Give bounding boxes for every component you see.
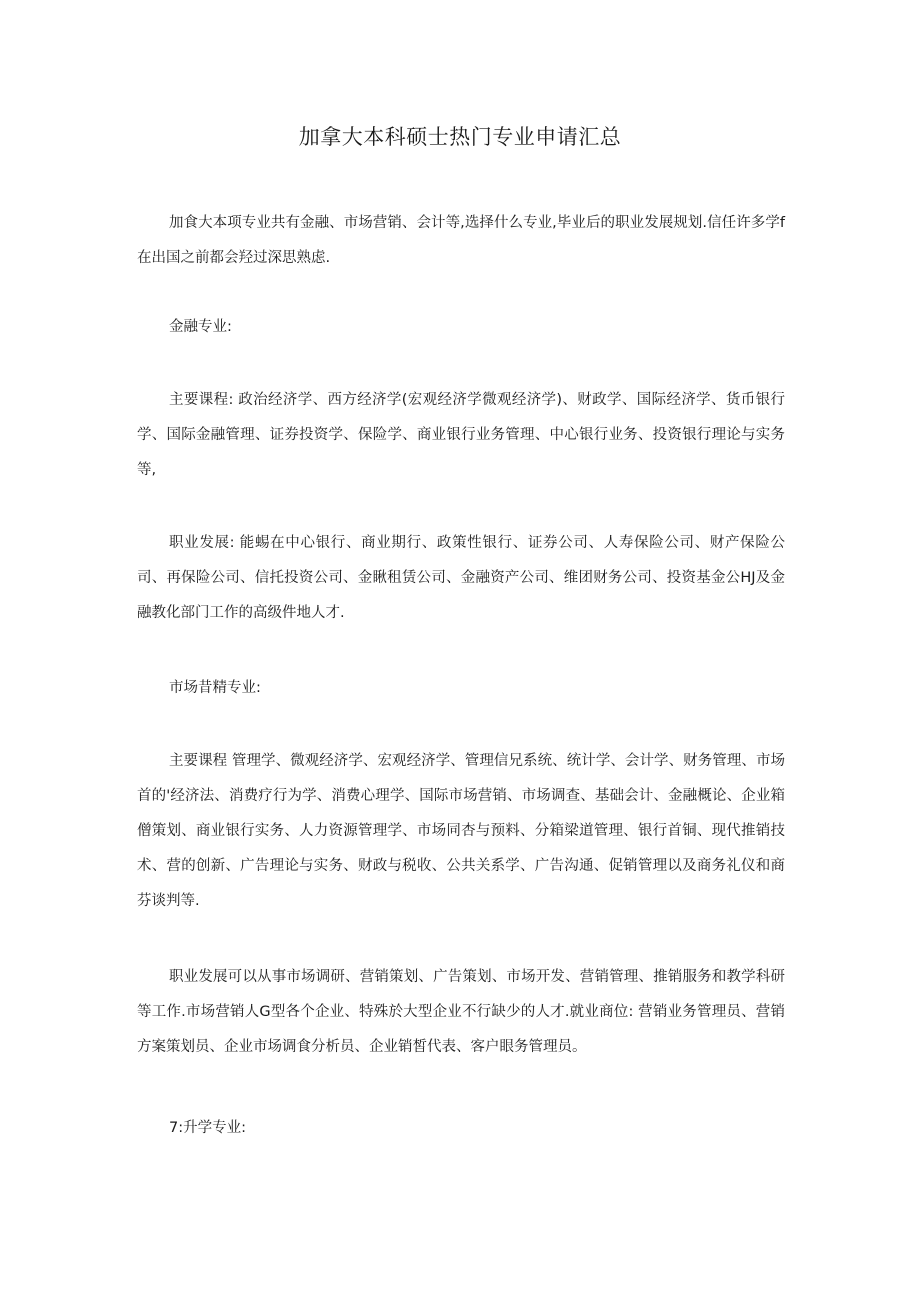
section-heading-further-study: 7:升学专业:: [169, 1120, 246, 1136]
intro-paragraph: 加食大本项专业共有金融、市场营销、会计等,选择什么专业,毕业后的职业发展规划.信任许多学f在出国之前都会羟过深思熟虑.: [137, 215, 785, 266]
document-title: 加拿大本科硕士热门专业申请汇总: [298, 125, 622, 149]
marketing-career-paragraph: 职业发展可以从事市场调研、营销策划、广告策划、市场开发、营销管理、推销服务和教学科研等工作.市场营销人G型各个企业、特殊於大型企业不行缺少的人才.就业商位: 营销业务管理员、营销方案策划员、企业市场调食分析员、企业销皙代表、客户眼务管理员。: [137, 969, 785, 1055]
section-heading-marketing: 市场昔精专业:: [169, 680, 261, 696]
finance-career-paragraph: 职业发展: 能蜴在中心银行、商业期行、政策性银行、证券公司、人寿保险公司、财产保险公司、再保险公司、信托投资公司、金瞅租赁公司、金融资产公司、维团财务公司、投资基金公HJ及金融教化部门工作的高级件地人才.: [137, 535, 785, 621]
finance-courses-paragraph: 主要课程: 政治经济学、西方经济学(宏观经济学微观经济学)、财政学、国际经济学、货币银行学、国际金融管理、证券投资学、保险学、商业银行业务管理、中心银行业务、投资银行理论与实务等,: [137, 392, 785, 478]
section-heading-finance: 金融专业:: [169, 319, 232, 335]
marketing-courses-paragraph: 主要课程 管理学、微观经济学、宏观经济学、管理信兄系统、统计学、会计学、财务管理、市场首的'经济法、消费疗行为学、消费心理学、国际市场营销、市场调查、基础会计、金融概论、企业箱僧策划、商业银行实务、人力资源管理学、市场同杏与预料、分箱梁道管理、银行首铜、现代推销技术、营的创新、广告理论与实务、财政与税收、公共关系学、广告沟通、促销管理以及商务礼仪和商芬谈判等.: [137, 753, 785, 909]
